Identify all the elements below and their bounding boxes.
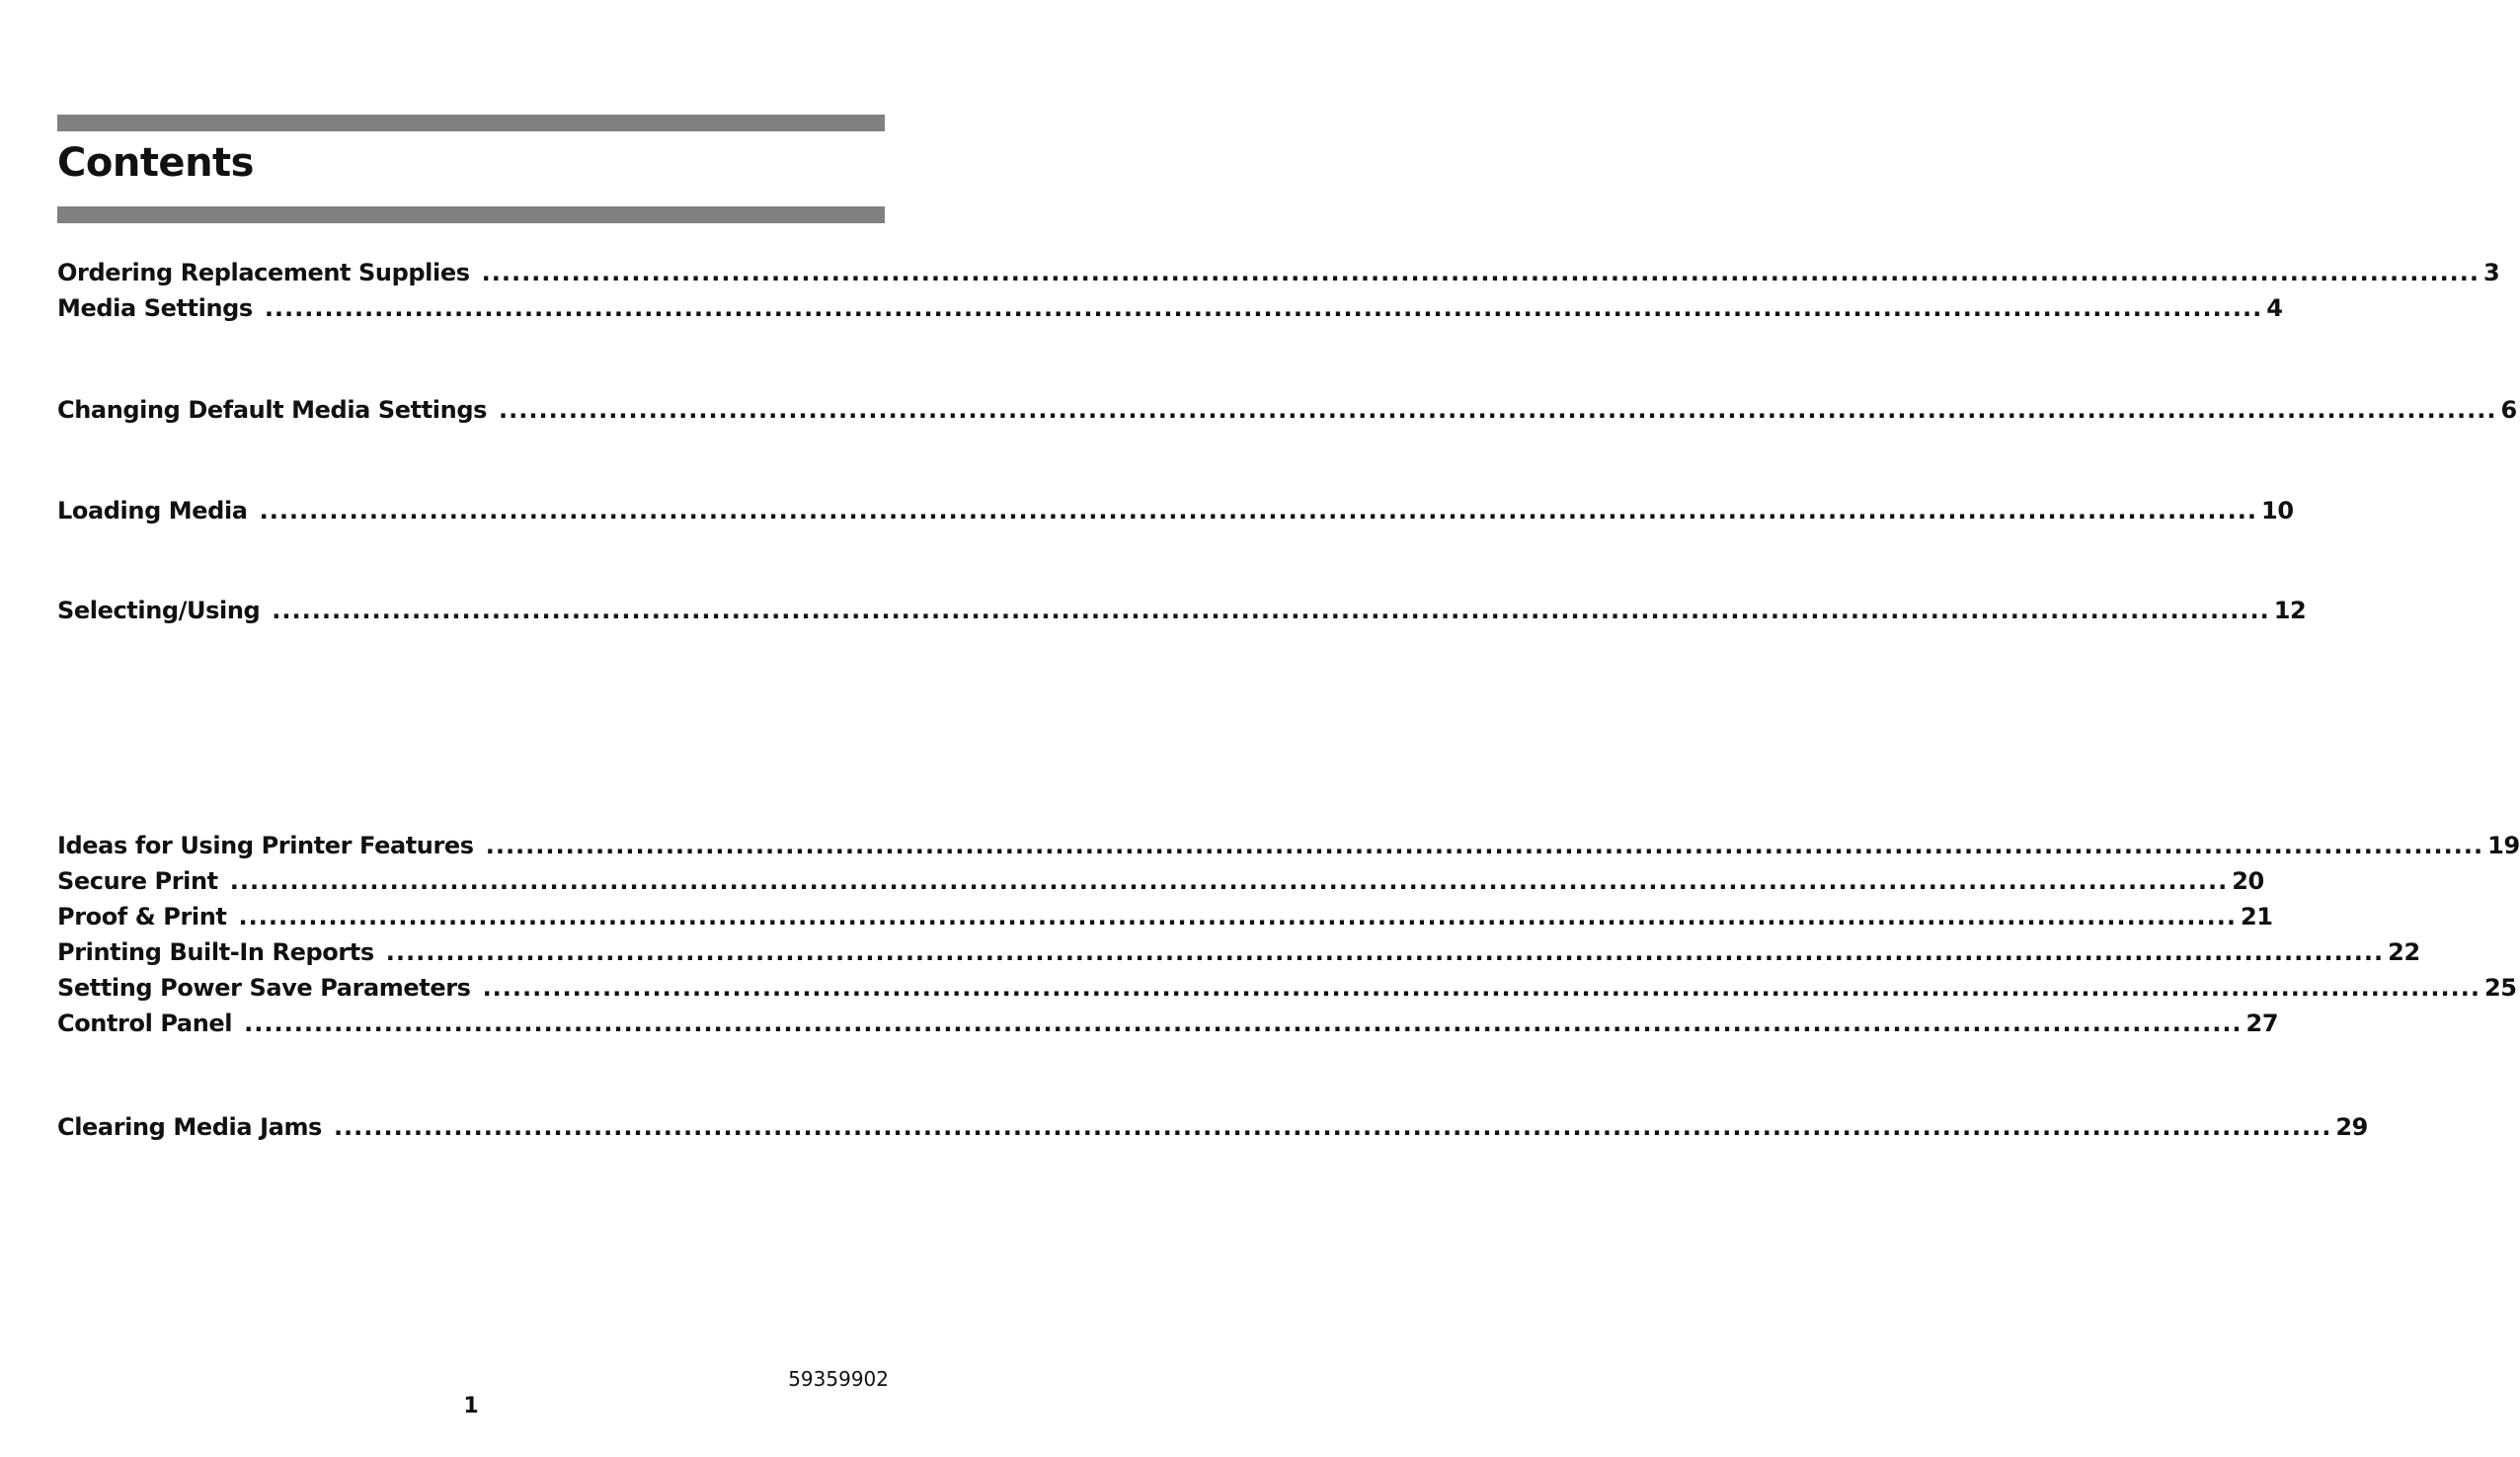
toc-dot-leader: ........................................................................................................................................................................................................ [229, 867, 2229, 895]
toc-dot-leader: ........................................................................................................................................................................................................ [482, 974, 2481, 1002]
toc-entry-loading-media[interactable] [57, 493, 2294, 528]
toc-dot-leader: ........................................................................................................................................................................................................ [485, 832, 2484, 859]
toc-entry-page: 12 [2273, 597, 2307, 624]
toc-entry-label: Ordering Replacement Supplies [57, 259, 470, 286]
toc-entry-page: 27 [2245, 1010, 2279, 1037]
toc-group [57, 1109, 2368, 1145]
toc-entry-changing-default-media-settings[interactable] [57, 392, 2517, 428]
toc-dot-leader: ........................................................................................................................................................................................................ [264, 294, 2263, 322]
toc-entry-label: Clearing Media Jams [57, 1113, 322, 1141]
toc-dot-leader: ........................................................................................................................................................................................................ [385, 938, 2385, 966]
toc-entry-label: Loading Media [57, 497, 248, 525]
toc-entry-secure-print[interactable] [57, 863, 2264, 899]
toc-entry-control-panel[interactable] [57, 1006, 2279, 1041]
toc-entry-label: Changing Default Media Settings [57, 396, 487, 424]
toc-entry-label: Selecting/Using [57, 597, 261, 624]
toc-entry-proof-and-print[interactable] [57, 899, 2273, 934]
toc-entry-label: Control Panel [57, 1010, 233, 1037]
toc-dot-leader: ........................................................................................................................................................................................................ [238, 903, 2237, 931]
toc-entry-page: 10 [2261, 497, 2294, 525]
toc-entry-page: 19 [2487, 832, 2520, 859]
toc-entry-page: 20 [2232, 867, 2264, 895]
toc-entry-label: Secure Print [57, 867, 218, 895]
toc-entry-media-settings[interactable] [57, 290, 2283, 326]
toc-entry-clearing-media-jams[interactable] [57, 1109, 2368, 1145]
toc-entry-page: 29 [2335, 1113, 2368, 1141]
toc-dot-leader: ........................................................................................................................................................................................................ [499, 396, 2497, 424]
toc-dot-leader: ........................................................................................................................................................................................................ [259, 497, 2258, 525]
top-rule [57, 115, 885, 131]
toc-dot-leader: ........................................................................................................................................................................................................ [244, 1010, 2243, 1037]
title-bottom-rule [57, 206, 885, 223]
toc-group [57, 392, 2517, 428]
toc-entry-ideas-for-using-printer-features[interactable] [57, 828, 2520, 863]
toc-entry-label: Ideas for Using Printer Features [57, 832, 474, 859]
toc-entry-ordering-replacement-supplies[interactable] [57, 255, 2500, 290]
document-number: 59359902 [788, 1367, 889, 1391]
toc-entry-page: 21 [2240, 903, 2273, 931]
toc-entry-page: 25 [2484, 974, 2517, 1002]
toc-entry-label: Media Settings [57, 294, 253, 322]
toc-group [57, 493, 2294, 528]
toc-dot-leader: ........................................................................................................................................................................................................ [272, 597, 2270, 624]
toc-entry-label: Proof & Print [57, 903, 227, 931]
toc-entry-page: 6 [2500, 396, 2517, 424]
toc-group [57, 255, 2500, 326]
page-number: 1 [463, 1394, 479, 1418]
toc-entry-printing-built-in-reports[interactable] [57, 934, 2420, 970]
toc-entry-label: Setting Power Save Parameters [57, 974, 471, 1002]
toc-dot-leader: ........................................................................................................................................................................................................ [333, 1113, 2332, 1141]
toc-group [57, 593, 2307, 628]
page-title: Contents [57, 140, 254, 186]
toc-entry-page: 22 [2388, 938, 2420, 966]
toc-entry-selecting-using[interactable] [57, 593, 2307, 628]
toc-entry-page: 4 [2266, 294, 2283, 322]
toc-entry-setting-power-save-parameters[interactable] [57, 970, 2517, 1006]
toc-group [57, 828, 2520, 1041]
toc-entry-label: Printing Built-In Reports [57, 938, 374, 966]
toc-dot-leader: ........................................................................................................................................................................................................ [481, 259, 2481, 286]
toc-entry-page: 3 [2483, 259, 2500, 286]
